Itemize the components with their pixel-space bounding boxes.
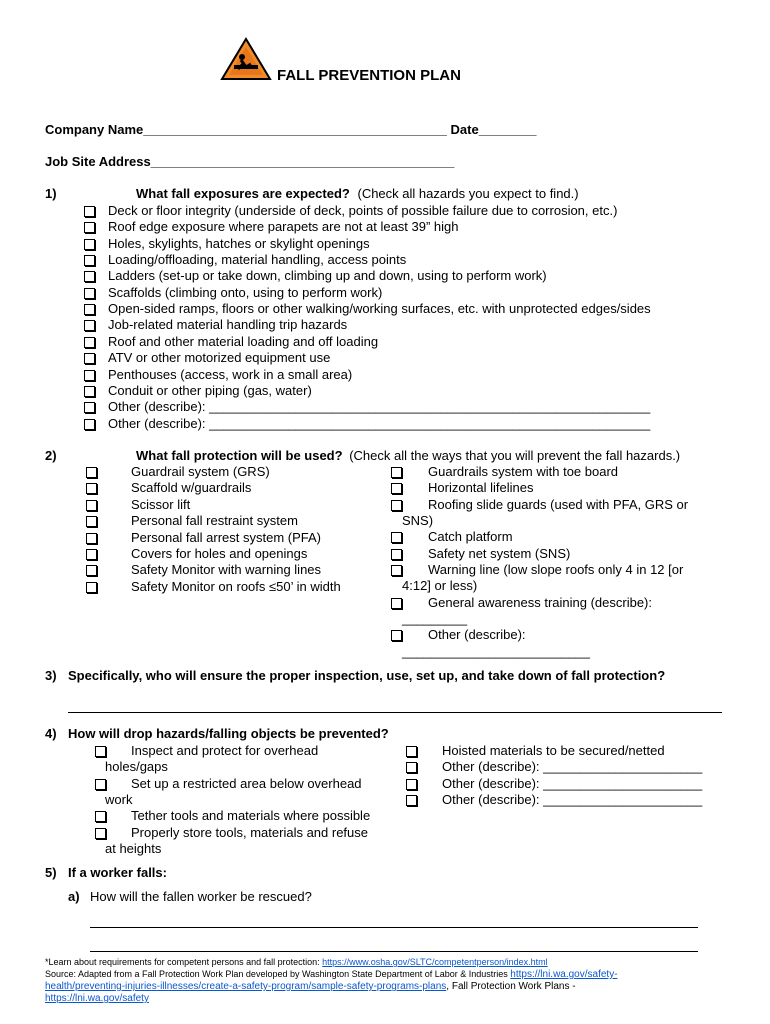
footer-learn-text: *Learn about requirements for competent persons and fall protection:: [45, 957, 323, 967]
footer-learn: [45, 957, 548, 968]
q4-question: How will drop hazards/falling objects be prevented?: [68, 726, 389, 741]
q1-number: 1): [45, 186, 57, 201]
q2-left-item-3-label: Personal fall restraint system: [131, 513, 298, 529]
q2-right-item-4-label: Catch platform: [428, 529, 513, 544]
q4-right-item-3-label: Other (describe): ______________________: [442, 792, 703, 808]
q4-left-item-5-label: Properly store tools, materials and refuse: [131, 825, 368, 840]
q1-heading: [136, 186, 579, 202]
q1-item-13-label: Other (describe): _____________________________________________________________: [108, 415, 651, 431]
q4-right-item-0-checkbox[interactable]: [406, 746, 417, 757]
q2-right-item-10-label: Other (describe):: [428, 627, 526, 642]
q4-left-item-2-label: Set up a restricted area below overhead: [131, 776, 362, 791]
q1-item-3-label: Loading/offloading, material handling, access points: [108, 252, 407, 268]
company-name-field[interactable]: Company Name__________________________________________ Date________: [45, 122, 537, 137]
footer-source-tail: , Fall Protection Work Plans -: [446, 981, 576, 992]
q2-left-item-4-label: Personal fall arrest system (PFA): [131, 529, 321, 545]
q4-left-item-5-checkbox[interactable]: [95, 828, 106, 839]
q4-right-item-1-checkbox[interactable]: [406, 762, 417, 773]
q2-left-item-4-checkbox[interactable]: [86, 533, 97, 544]
q2-left-item-1-checkbox[interactable]: [86, 483, 97, 494]
lni-link-part-2[interactable]: health/preventing-injuries-illnesses/create-a-safety-program/sample-safety-programs-plans: [45, 981, 447, 992]
q1-item-13-checkbox[interactable]: [84, 419, 95, 430]
q1-item-0-label: Deck or floor integrity (underside of deck, points of possible failure due to corrosion, etc.): [108, 203, 618, 218]
q2-right-item-7-label: 4:12] or less): [402, 578, 478, 593]
q1-item-10-label: Penthouses (access, work in a small area): [108, 366, 353, 382]
q1-item-2-checkbox[interactable]: [84, 239, 95, 250]
q4-right-item-3-checkbox[interactable]: [406, 795, 417, 806]
q1-item-7-checkbox[interactable]: [84, 320, 95, 331]
q5a-answer-line-2[interactable]: [90, 951, 698, 952]
q2-right-item-8-checkbox[interactable]: [391, 598, 402, 609]
q1-item-11-label: Conduit or other piping (gas, water): [108, 382, 312, 398]
q2-left-item-5-label: Covers for holes and openings: [131, 546, 308, 561]
q4-left-item-3-label: work: [105, 792, 133, 807]
q2-left-item-0-label: Guardrail system (GRS): [131, 464, 270, 479]
q2-left-item-6-checkbox[interactable]: [86, 565, 97, 576]
q2-left-item-7-checkbox[interactable]: [86, 582, 97, 593]
q2-left-item-1-label: Scaffold w/guardrails: [131, 480, 252, 496]
q2-left-item-7-label: Safety Monitor on roofs ≤50’ in width: [131, 578, 341, 594]
q5a-answer-line-1[interactable]: [90, 927, 698, 928]
q1-item-7-label: Job-related material handling trip hazards: [108, 317, 348, 333]
q2-heading: [136, 448, 680, 464]
q2-right-item-3-label: SNS): [402, 513, 434, 528]
q3-question: Specifically, who will ensure the proper inspection, use, set up, and take down of fall protection?: [68, 668, 666, 683]
q1-item-8-label: Roof and other material loading and off loading: [108, 333, 379, 349]
q4-left-item-0-checkbox[interactable]: [95, 746, 106, 757]
footer-source-line-3: [45, 993, 149, 1004]
q2-left-item-0-checkbox[interactable]: [86, 467, 97, 478]
q5-number: 5): [45, 865, 57, 880]
q2-left-item-6-label: Safety Monitor with warning lines: [131, 562, 322, 578]
q4-left-item-0-label: Inspect and protect for overhead: [131, 743, 319, 758]
q2-right-item-8-label: General awareness training (describe):: [428, 595, 652, 610]
q4-left-item-2-checkbox[interactable]: [95, 779, 106, 790]
q1-question: What fall exposures are expected?: [136, 186, 350, 201]
q2-right-item-2-checkbox[interactable]: [391, 500, 402, 511]
q4-right-item-2-checkbox[interactable]: [406, 779, 417, 790]
q2-right-item-11-label: __________________________: [402, 644, 590, 659]
q2-number: 2): [45, 448, 57, 463]
q4-left-item-4-checkbox[interactable]: [95, 811, 106, 822]
q1-item-6-label: Open-sided ramps, floors or other walking/working surfaces, etc. with unprotected edges/sides: [108, 301, 651, 317]
q1-item-1-checkbox[interactable]: [84, 222, 95, 233]
footer-source-text: Source: Adapted from a Fall Protection Work Plan developed by Washington State Department of Labor & Industries: [45, 969, 511, 979]
q2-right-item-1-label: Horizontal lifelines: [428, 480, 534, 495]
job-site-address-field[interactable]: Job Site Address__________________________________________: [45, 154, 455, 169]
q3-number: 3): [45, 668, 57, 683]
q2-right-item-2-label: Roofing slide guards (used with PFA, GRS or: [428, 497, 689, 512]
q3-answer-line[interactable]: [68, 712, 722, 713]
q2-right-item-1-checkbox[interactable]: [391, 483, 402, 494]
q2-right-item-0-label: Guardrails system with toe board: [428, 464, 619, 479]
q1-item-9-checkbox[interactable]: [84, 353, 95, 364]
lni-link-part-1[interactable]: https://lni.wa.gov/safety-: [510, 969, 618, 980]
osha-link[interactable]: https://www.osha.gov/SLTC/competentperson/index.html: [322, 957, 548, 967]
q5a-letter: a): [68, 889, 80, 904]
q4-left-item-4-label: Tether tools and materials where possible: [131, 808, 371, 823]
q1-item-5-label: Scaffolds (climbing onto, using to perform work): [108, 284, 383, 300]
footer-source-line-2: [45, 981, 576, 992]
q2-left-item-5-checkbox[interactable]: [86, 549, 97, 560]
q1-item-2-label: Holes, skylights, hatches or skylight openings: [108, 235, 370, 251]
q4-right-item-2-label: Other (describe): ______________________: [442, 775, 703, 791]
q5-question: If a worker falls:: [68, 865, 167, 880]
q2-right-item-4-checkbox[interactable]: [391, 532, 402, 543]
q5a-question: How will the fallen worker be rescued?: [90, 889, 312, 904]
q2-right-item-5-checkbox[interactable]: [391, 549, 402, 560]
q1-item-5-checkbox[interactable]: [84, 288, 95, 299]
q2-question: What fall protection will be used?: [136, 448, 343, 463]
q1-item-4-checkbox[interactable]: [84, 271, 95, 282]
q2-right-item-5-label: Safety net system (SNS): [428, 546, 571, 561]
q1-item-11-checkbox[interactable]: [84, 386, 95, 397]
q4-left-item-1-label: holes/gaps: [105, 759, 168, 774]
footer-source-line-1: [45, 969, 618, 980]
q4-right-item-0-label: Hoisted materials to be secured/netted: [442, 743, 665, 758]
q1-item-3-checkbox[interactable]: [84, 255, 95, 266]
q2-right-item-9-label: _________: [402, 611, 468, 626]
q2-left-item-2-checkbox[interactable]: [86, 500, 97, 511]
q1-item-6-checkbox[interactable]: [84, 304, 95, 315]
q1-item-1-label: Roof edge exposure where parapets are not at least 39” high: [108, 219, 459, 235]
q1-item-4-label: Ladders (set-up or take down, climbing up and down, using to perform work): [108, 268, 547, 284]
q1-item-12-checkbox[interactable]: [84, 402, 95, 413]
q2-right-item-0-checkbox[interactable]: [391, 467, 402, 478]
q2-left-item-2-label: Scissor lift: [131, 496, 191, 512]
q4-right-item-1-label: Other (describe): ______________________: [442, 759, 703, 775]
q1-item-10-checkbox[interactable]: [84, 370, 95, 381]
q4-number: 4): [45, 726, 57, 741]
page-title: FALL PREVENTION PLAN: [277, 67, 461, 84]
q4-left-item-6-label: at heights: [105, 841, 162, 856]
q2-right-item-6-checkbox[interactable]: [391, 565, 402, 576]
q1-item-0-checkbox[interactable]: [84, 206, 95, 217]
q2-hint: (Check all the ways that you will prevent the fall hazards.): [349, 448, 681, 463]
q2-right-item-6-label: Warning line (low slope roofs only 4 in 12 [or: [428, 562, 684, 577]
q1-item-8-checkbox[interactable]: [84, 337, 95, 348]
q1-item-12-label: Other (describe): _____________________________________________________________: [108, 399, 651, 415]
q2-right-item-10-checkbox[interactable]: [391, 630, 402, 641]
fall-hazard-logo: [220, 37, 272, 81]
q2-left-item-3-checkbox[interactable]: [86, 516, 97, 527]
q1-hint: (Check all hazards you expect to find.): [357, 186, 579, 201]
lni-link-part-3[interactable]: https://lni.wa.gov/safety: [45, 993, 149, 1004]
q1-item-9-label: ATV or other motorized equipment use: [108, 350, 331, 366]
